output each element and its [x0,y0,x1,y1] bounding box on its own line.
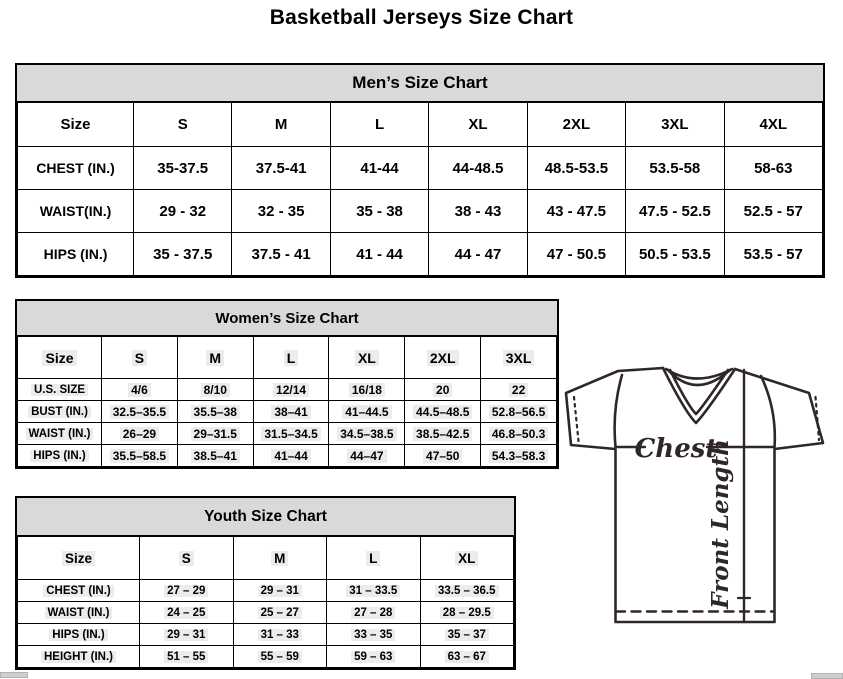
size-column-2xl: 2XL [527,103,625,147]
measurement-row-label: BUST (IN.) [18,401,102,423]
measurement-value-cell: 20 [405,379,481,401]
measurement-value-cell: 29–31.5 [177,423,253,445]
jersey-measurement-diagram [557,364,835,626]
measurement-row [18,233,823,276]
measurement-value-cell: 44 - 47 [429,233,527,276]
measurement-value-cell: 29 – 31 [140,624,234,646]
measurement-row-label: WAIST (IN.) [18,423,102,445]
measurement-row-label: HIPS (IN.) [18,233,134,276]
measurement-value-cell: 29 – 31 [233,580,327,602]
measurement-value-cell: 41 - 44 [330,233,428,276]
measurement-value-cell: 51 – 55 [140,646,234,668]
measurement-value-cell: 16/18 [329,379,405,401]
right-seam [761,376,775,447]
measurement-row-label: U.S. SIZE [18,379,102,401]
measurement-row-label: CHEST (IN.) [18,580,140,602]
size-column-header: Size [18,337,102,379]
size-column-l: L [330,103,428,147]
size-header-row [18,537,514,580]
measurement-value-cell: 35 - 37.5 [134,233,232,276]
youth-table-title: Youth Size Chart [17,498,514,536]
measurement-value-cell: 4/6 [102,379,178,401]
measurement-value-cell: 44–47 [329,445,405,467]
measurement-row-label: CHEST (IN.) [18,147,134,190]
measurement-value-cell: 54.3–58.3 [481,445,557,467]
measurement-value-cell: 24 – 25 [140,602,234,624]
womens-table-title: Women’s Size Chart [17,301,557,336]
size-header-row [18,103,823,147]
measurement-value-cell: 33.5 – 36.5 [420,580,514,602]
measurement-row-label: WAIST(IN.) [18,190,134,233]
measurement-value-cell: 31 – 33.5 [327,580,421,602]
mens-size-chart [15,63,825,278]
measurement-value-cell: 35.5–58.5 [102,445,178,467]
mens-table-title: Men’s Size Chart [17,65,823,102]
measurement-row [18,190,823,233]
measurement-row [18,445,557,467]
measurement-value-cell: 53.5 - 57 [724,233,822,276]
measurement-value-cell: 31.5–34.5 [253,423,329,445]
size-column-3xl: 3XL [481,337,557,379]
measurement-value-cell: 32.5–35.5 [102,401,178,423]
measurement-value-cell: 47 - 50.5 [527,233,625,276]
measurement-value-cell: 38.5–41 [177,445,253,467]
size-column-m: M [232,103,330,147]
measurement-value-cell: 47.5 - 52.5 [626,190,724,233]
measurement-row [18,147,823,190]
measurement-value-cell: 29 - 32 [134,190,232,233]
size-column-4xl: 4XL [724,103,822,147]
youth-size-chart [15,496,516,670]
measurement-value-cell: 26–29 [102,423,178,445]
measurement-value-cell: 27 – 28 [327,602,421,624]
measurement-value-cell: 28 – 29.5 [420,602,514,624]
jersey-outline [566,368,823,622]
size-column-s: S [134,103,232,147]
measurement-row [18,580,514,602]
measurement-row-label: HIPS (IN.) [18,624,140,646]
h-scrollbar-fragment-left[interactable] [0,672,28,678]
measurement-value-cell: 31 – 33 [233,624,327,646]
size-column-3xl: 3XL [626,103,724,147]
measurement-row [18,379,557,401]
measurement-value-cell: 41–44.5 [329,401,405,423]
size-column-m: M [233,537,327,580]
measurement-value-cell: 50.5 - 53.5 [626,233,724,276]
measurement-value-cell: 44.5–48.5 [405,401,481,423]
measurement-value-cell: 43 - 47.5 [527,190,625,233]
size-column-xl: XL [429,103,527,147]
womens-table [17,336,557,467]
measurement-value-cell: 58-63 [724,147,822,190]
measurement-value-cell: 41–44 [253,445,329,467]
measurement-value-cell: 55 – 59 [233,646,327,668]
size-column-m: M [177,337,253,379]
mens-table [17,102,823,276]
measurement-value-cell: 41-44 [330,147,428,190]
measurement-value-cell: 35 – 37 [420,624,514,646]
measurement-value-cell: 47–50 [405,445,481,467]
measurement-value-cell: 52.5 - 57 [724,190,822,233]
size-column-header: Size [18,103,134,147]
measurement-value-cell: 44-48.5 [429,147,527,190]
size-header-row [18,337,557,379]
measurement-value-cell: 46.8–50.3 [481,423,557,445]
measurement-value-cell: 35-37.5 [134,147,232,190]
measurement-value-cell: 52.8–56.5 [481,401,557,423]
measurement-value-cell: 27 – 29 [140,580,234,602]
measurement-value-cell: 37.5-41 [232,147,330,190]
measurement-value-cell: 38–41 [253,401,329,423]
measurement-row [18,602,514,624]
measurement-row-label: WAIST (IN.) [18,602,140,624]
measurement-value-cell: 59 – 63 [327,646,421,668]
measurement-value-cell: 8/10 [177,379,253,401]
measurement-value-cell: 53.5-58 [626,147,724,190]
size-column-l: L [253,337,329,379]
size-column-2xl: 2XL [405,337,481,379]
size-column-l: L [327,537,421,580]
measurement-row [18,401,557,423]
size-column-xl: XL [420,537,514,580]
size-column-xl: XL [329,337,405,379]
measurement-value-cell: 33 – 35 [327,624,421,646]
youth-table [17,536,514,668]
size-column-s: S [140,537,234,580]
measurement-value-cell: 63 – 67 [420,646,514,668]
measurement-value-cell: 38.5–42.5 [405,423,481,445]
measurement-value-cell: 34.5–38.5 [329,423,405,445]
left-seam [615,375,622,447]
measurement-value-cell: 38 - 43 [429,190,527,233]
size-column-s: S [102,337,178,379]
left-cuff-dash [574,397,579,441]
chest-label: Chest [634,434,718,464]
size-column-header: Size [18,537,140,580]
measurement-row [18,423,557,445]
measurement-value-cell: 22 [481,379,557,401]
womens-size-chart [15,299,559,469]
measurement-value-cell: 35.5–38 [177,401,253,423]
measurement-row [18,624,514,646]
measurement-row-label: HEIGHT (IN.) [18,646,140,668]
page-title: Basketball Jerseys Size Chart [269,6,574,29]
measurement-value-cell: 37.5 - 41 [232,233,330,276]
measurement-row [18,646,514,668]
measurement-value-cell: 35 - 38 [330,190,428,233]
h-scrollbar-fragment-right[interactable] [811,673,843,679]
measurement-value-cell: 48.5-53.5 [527,147,625,190]
measurement-value-cell: 12/14 [253,379,329,401]
measurement-value-cell: 25 – 27 [233,602,327,624]
front-length-label: Front Length [707,439,734,609]
measurement-row-label: HIPS (IN.) [18,445,102,467]
measurement-value-cell: 32 - 35 [232,190,330,233]
